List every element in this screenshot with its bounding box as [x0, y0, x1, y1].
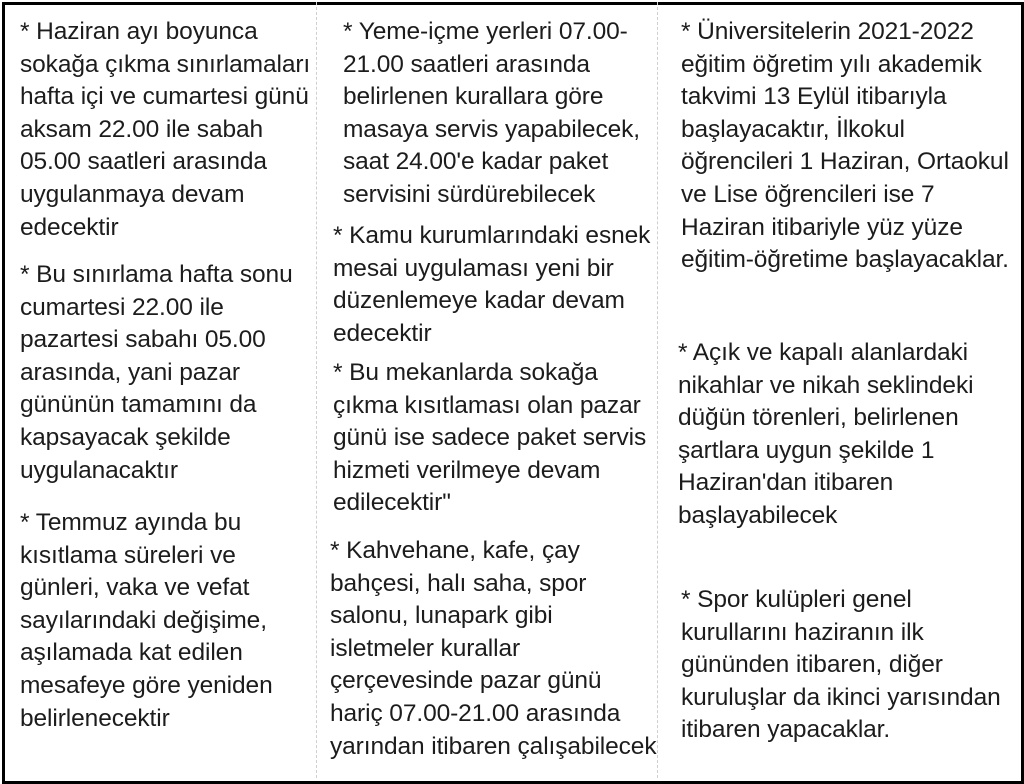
column-separator [316, 2, 317, 778]
bullet-paragraph: * Bu sınırlama hafta sonu cumartesi 22.00 ile pazartesi sabahı 05.00 arasında, yani pazar gününün tamamını da kapsayacak şekilde uygulanacaktır [20, 261, 293, 484]
bullet-paragraph: * Spor kulüpleri genel kurullarını haziranın ilk gününden itibaren, diğer kuruluşlar da ikinci yarısından itibaren yapacaklar. [681, 586, 1001, 744]
bullet-paragraph: * Bu mekanlarda sokağa çıkma kısıtlaması olan pazar günü ise sadece paket servis hizmeti verilmeye devam edilecektir" [333, 359, 647, 517]
bullet-paragraph: * Haziran ayı boyunca sokağa çıkma sınırlamaları hafta içi ve cumartesi günü aksam 22.00 ile sabah 05.00 saatleri arasında uygulanmaya devam edecektir [20, 18, 311, 241]
column-separator [657, 2, 658, 778]
bullet-paragraph: * Kamu kurumlarındaki esnek mesai uygulaması yeni bir düzenlemeye kadar devam edecektir [333, 222, 651, 347]
bullet-paragraph: * Kahvehane, kafe, çay bahçesi, halı saha, spor salonu, lunapark gibi isletmeler kurallar çerçevesinde pazar günü hariç 07.00-21.00 arasında yarından itibaren çalışabilecek [330, 537, 657, 760]
bullet-paragraph: * Temmuz ayında bu kısıtlama süreleri ve günleri, vaka ve vefat sayılarındaki değişime, aşılamada kat edilen mesafeye göre yeniden belirlenecektir [20, 509, 273, 732]
bullet-paragraph: * Yeme-içme yerleri 07.00- 21.00 saatleri arasında belirlenen kurallara göre masaya servis yapabilecek, saat 24.00'e kadar paket servisini sürdürebilecek [343, 18, 640, 208]
bullet-paragraph: * Açık ve kapalı alanlardaki nikahlar ve nikah seklindeki düğün törenleri, belirlenen şartlara uygun şekilde 1 Haziran'dan itibaren başlayabilecek [678, 339, 974, 529]
bullet-paragraph: * Üniversitelerin 2021-2022 eğitim öğretim yılı akademik takvimi 13 Eylül itibarıyla başlayacaktır, İlkokul öğrencileri 1 Haziran, Ortaokul ve Lise öğrencileri ise 7 Haziran itibariyle yüz yüze eğitim-öğretime başlayacaklar. [681, 18, 1009, 274]
